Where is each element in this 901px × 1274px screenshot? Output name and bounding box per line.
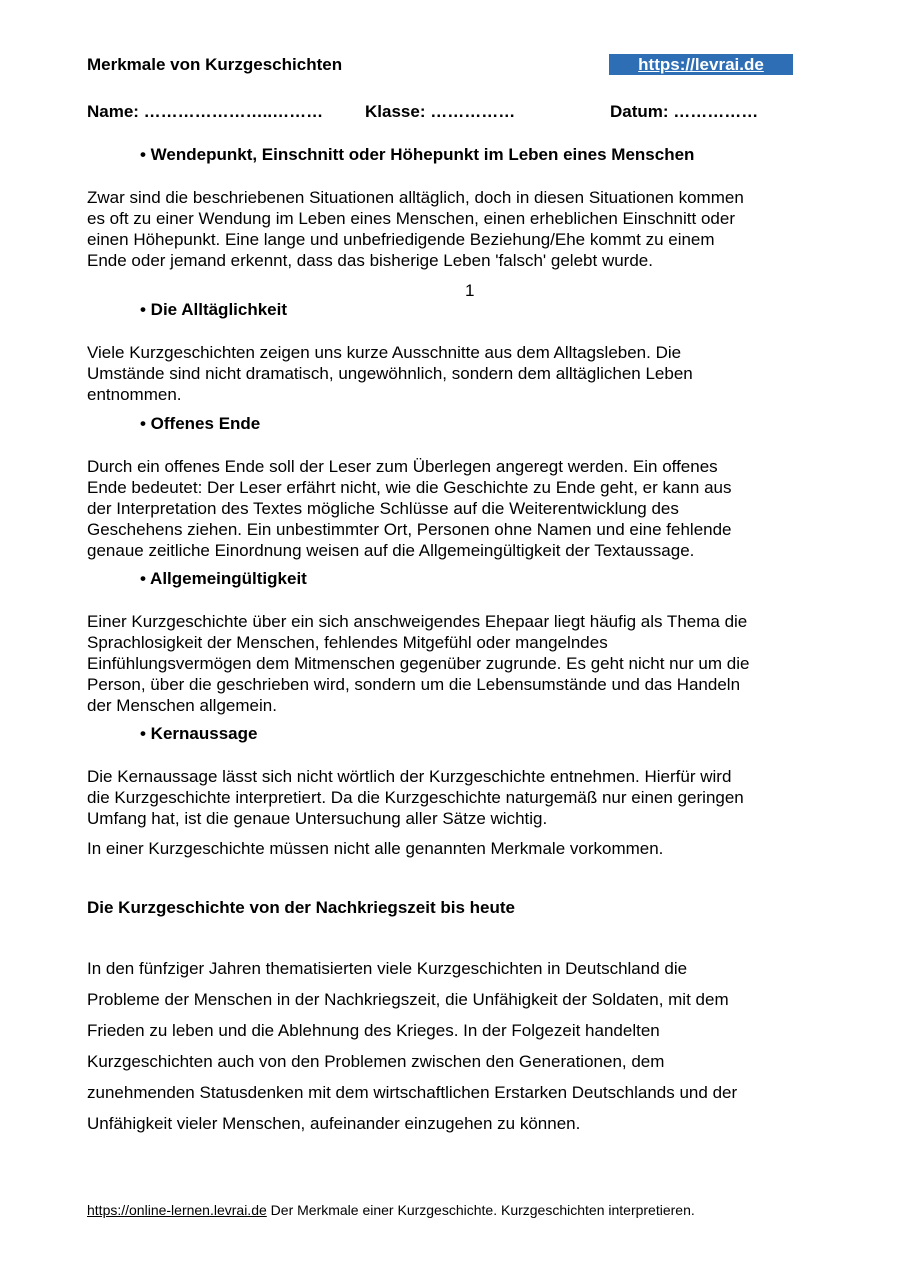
header-link[interactable]: https://levrai.de <box>609 54 793 75</box>
section-paragraph-offenes-ende <box>87 456 807 561</box>
history-title: Die Kurzgeschichte von der Nachkriegszeit bis heute <box>87 898 515 917</box>
paragraph-line: entnommen. <box>87 385 182 404</box>
paragraph-line: Einer Kurzgeschichte über ein sich anschweigendes Ehepaar liegt häufig als Thema die <box>87 612 748 631</box>
paragraph-line: Sprachlosigkeit der Menschen, fehlendes Mitgefühl oder mangelndes <box>87 633 608 652</box>
section-heading-alltaeglichkeit: • Die Alltäglichkeit <box>140 300 288 319</box>
section-heading-allgemeingueltigkeit: • Allgemeingültigkeit <box>140 569 307 588</box>
paragraph-line: Ende oder jemand erkennt, dass das bisherige Leben 'falsch' gelebt wurde. <box>87 251 653 270</box>
note-paragraph: In einer Kurzgeschichte müssen nicht alle genannten Merkmale vorkommen. <box>87 839 664 858</box>
section-heading-offenes-ende: • Offenes Ende <box>140 414 261 433</box>
class-field: Klasse: …………… <box>365 102 516 121</box>
page-title: Merkmale von Kurzgeschichten <box>87 55 343 74</box>
paragraph-line: Geschehens ziehen. Ein unbestimmter Ort, Personen ohne Namen und eine fehlende <box>87 520 732 539</box>
history-paragraph <box>87 953 807 1139</box>
date-field: Datum: …………… <box>610 102 759 121</box>
paragraph-line: Frieden zu leben und die Ablehnung des Krieges. In der Folgezeit handelten <box>87 1021 660 1040</box>
paragraph-line: Probleme der Menschen in der Nachkriegszeit, die Unfähigkeit der Soldaten, mit dem <box>87 990 729 1009</box>
paragraph-line: Zwar sind die beschriebenen Situationen alltäglich, doch in diesen Situationen kommen <box>87 188 744 207</box>
paragraph-line: der Menschen allgemein. <box>87 696 277 715</box>
footer-text: Der Merkmale einer Kurzgeschichte. Kurzgeschichten interpretieren. <box>266 1202 695 1218</box>
paragraph-line: Ende bedeutet: Der Leser erfährt nicht, wie die Geschichte zu Ende geht, er kann aus <box>87 478 732 497</box>
paragraph-line: Einfühlungsvermögen dem Mitmenschen gegenüber zugrunde. Es geht nicht nur um die <box>87 654 750 673</box>
footer-link[interactable]: https://online-lernen.levrai.de <box>87 1202 267 1218</box>
paragraph-line: Durch ein offenes Ende soll der Leser zum Überlegen angeregt werden. Ein offenes <box>87 457 718 476</box>
paragraph-line: es oft zu einer Wendung im Leben eines Menschen, einen erheblichen Einschnitt oder <box>87 209 735 228</box>
section-paragraph-allgemeingueltigkeit <box>87 611 807 716</box>
paragraph-line: Kurzgeschichten auch von den Problemen zwischen den Generationen, dem <box>87 1052 665 1071</box>
paragraph-line: Person, über die geschrieben wird, sondern um die Lebensumstände und das Handeln <box>87 675 741 694</box>
paragraph-line: Viele Kurzgeschichten zeigen uns kurze Ausschnitte aus dem Alltagsleben. Die <box>87 343 682 362</box>
paragraph-line: Umfang hat, ist die genaue Untersuchung aller Sätze wichtig. <box>87 809 548 828</box>
section-paragraph-kernaussage <box>87 766 807 829</box>
paragraph-line: einen Höhepunkt. Eine lange und unbefriedigende Beziehung/Ehe kommt zu einem <box>87 230 715 249</box>
section-paragraph-alltaeglichkeit <box>87 342 807 405</box>
paragraph-line: Umstände sind nicht dramatisch, ungewöhnlich, sondern dem alltäglichen Leben <box>87 364 693 383</box>
paragraph-line: zunehmenden Statusdenken mit dem wirtschaftlichen Erstarken Deutschlands und der <box>87 1083 738 1102</box>
section-heading-wendepunkt: • Wendepunkt, Einschnitt oder Höhepunkt im Leben eines Menschen <box>140 145 695 164</box>
name-field: Name: …………………..……… <box>87 102 324 121</box>
page-number: 1 <box>465 281 475 300</box>
paragraph-line: genaue zeitliche Einordnung weisen auf die Allgemeingültigkeit der Textaussage. <box>87 541 695 560</box>
section-paragraph-wendepunkt <box>87 187 807 271</box>
paragraph-line: Unfähigkeit vieler Menschen, aufeinander einzugehen zu können. <box>87 1114 581 1133</box>
paragraph-line: die Kurzgeschichte interpretiert. Da die Kurzgeschichte naturgemäß nur einen geringen <box>87 788 744 807</box>
paragraph-line: In den fünfziger Jahren thematisierten viele Kurzgeschichten in Deutschland die <box>87 959 688 978</box>
paragraph-line: der Interpretation des Textes mögliche Schlüsse auf die Weiterentwicklung des <box>87 499 679 518</box>
section-heading-kernaussage: • Kernaussage <box>140 724 258 743</box>
paragraph-line: Die Kernaussage lässt sich nicht wörtlich der Kurzgeschichte entnehmen. Hierfür wird <box>87 767 732 786</box>
footer <box>87 1202 695 1218</box>
